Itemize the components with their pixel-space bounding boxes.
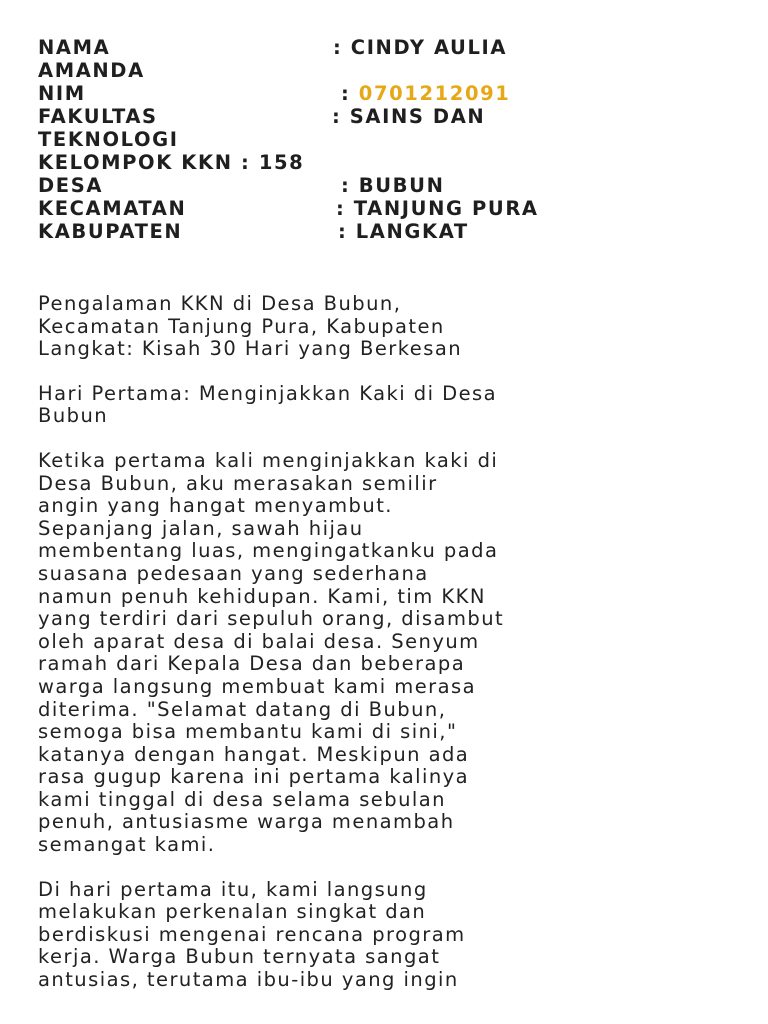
paragraph-line: angin yang hangat menyambut.: [38, 494, 393, 518]
paragraph-line: rasa gugup karena ini pertama kalinya: [38, 765, 470, 789]
kecamatan-row: [38, 197, 738, 220]
paragraph-line: Di hari pertama itu, kami langsung: [38, 877, 428, 901]
paragraph-line: semoga bisa membantu kami di sini,": [38, 720, 458, 744]
paragraph-line: melakukan perkenalan singkat dan: [38, 900, 427, 924]
desa-row: [38, 174, 738, 197]
nim-value: 0701212091: [358, 82, 511, 105]
paragraph-line: yang terdiri dari sepuluh orang, disambut: [38, 607, 505, 631]
paragraph-line: Ketika pertama kali menginjakkan kaki di: [38, 448, 499, 472]
fakultas-row: [38, 105, 738, 128]
desa-label: DESA: [38, 174, 104, 197]
paragraph-line: suasana pedesaan yang sederhana: [38, 561, 429, 585]
article-title: [38, 293, 738, 361]
kabupaten-row: [38, 220, 738, 243]
kecamatan-label: KECAMATAN: [38, 197, 187, 220]
paragraph-line: membentang luas, mengingatkanku pada: [38, 539, 499, 563]
paragraph-line: kerja. Warga Bubun ternyata sangat: [38, 945, 441, 969]
kabupaten-label: KABUPATEN: [38, 220, 183, 243]
paragraph-line: antusias, terutama ibu-ibu yang ingin: [38, 968, 459, 992]
kecamatan-value: : TANJUNG PURA: [336, 197, 539, 220]
identity-header: [38, 36, 738, 243]
paragraph-line: katanya dengan hangat. Meskipun ada: [38, 742, 470, 766]
kabupaten-value: : LANGKAT: [338, 220, 469, 243]
article-title-line: Pengalaman KKN di Desa Bubun,: [38, 292, 402, 315]
paragraph-1: [38, 450, 738, 857]
section-heading-line: Hari Pertama: Menginjakkan Kaki di Desa: [38, 381, 498, 405]
document-page: [38, 36, 738, 992]
nama-label: NAMA: [38, 36, 111, 59]
desa-value: : BUBUN: [341, 174, 445, 197]
paragraph-line: berdiskusi mengenai rencana program: [38, 922, 466, 946]
kelompok-row: KELOMPOK KKN : 158: [38, 151, 305, 174]
fakultas-value: : SAINS DAN: [332, 105, 486, 128]
article-title-line: Langkat: Kisah 30 Hari yang Berkesan: [38, 337, 463, 361]
article-body: [38, 293, 738, 992]
fakultas-value-continued: TEKNOLOGI: [38, 128, 179, 151]
nama-row: [38, 36, 738, 59]
paragraph-line: Desa Bubun, aku merasakan semilir: [38, 471, 438, 495]
paragraph-line: diterima. "Selamat datang di Bubun,: [38, 697, 447, 721]
nim-value-wrap: [341, 82, 510, 105]
paragraph-line: kami tinggal di desa selama sebulan: [38, 787, 446, 811]
section-heading: [38, 383, 738, 428]
section-heading-line: Bubun: [38, 404, 109, 428]
paragraph-line: Sepanjang jalan, sawah hijau: [38, 516, 364, 540]
article-title-line: Kecamatan Tanjung Pura, Kabupaten: [38, 314, 445, 338]
nama-value-continued: AMANDA: [38, 59, 145, 82]
nim-label: NIM: [38, 82, 86, 105]
fakultas-label: FAKULTAS: [38, 105, 158, 128]
paragraph-line: ramah dari Kepala Desa dan beberapa: [38, 652, 466, 676]
nama-value: : CINDY AULIA: [333, 36, 508, 59]
paragraph-line: namun penuh kehidupan. Kami, tim KKN: [38, 584, 486, 608]
paragraph-line: semangat kami.: [38, 833, 216, 857]
paragraph-line: penuh, antusiasme warga menambah: [38, 810, 455, 834]
paragraph-line: warga langsung membuat kami merasa: [38, 674, 477, 698]
paragraph-line: oleh aparat desa di balai desa. Senyum: [38, 629, 480, 653]
paragraph-2: [38, 879, 738, 992]
nim-colon: :: [341, 82, 359, 105]
nim-row: [38, 82, 738, 105]
